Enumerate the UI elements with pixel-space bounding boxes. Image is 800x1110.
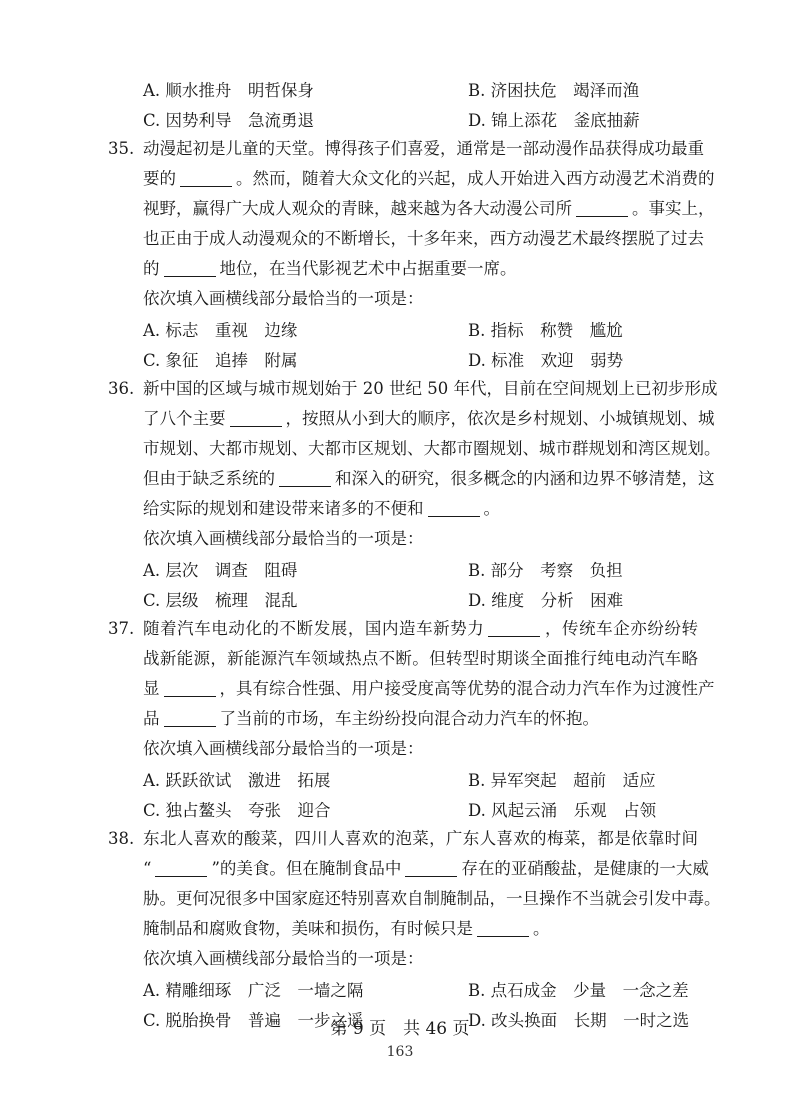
text-segment: 。事实上， bbox=[632, 199, 715, 218]
option-a[interactable]: A. 精雕细琢 广泛 一墙之隔 bbox=[143, 981, 364, 1000]
answer-blank bbox=[164, 680, 216, 697]
question-instruction: 依次填入画横线部分最恰当的一项是： bbox=[143, 949, 424, 968]
question-instruction: 依次填入画横线部分最恰当的一项是： bbox=[143, 739, 424, 758]
q34-option-c[interactable]: C. 因势利导 急流勇退 bbox=[143, 111, 315, 130]
question-text-line bbox=[108, 374, 718, 404]
text-segment: ，传统车企亦纷纷转 bbox=[544, 619, 699, 638]
questions-container bbox=[108, 134, 721, 1034]
options-row bbox=[143, 314, 698, 344]
question-text bbox=[143, 614, 698, 644]
option-d[interactable]: D. 标准 欢迎 弱势 bbox=[468, 351, 624, 370]
text-segment: 也正由于成人动漫观众的不断增长，十多年来，西方动漫艺术最终摆脱了过去 bbox=[143, 229, 704, 248]
q34-option-b[interactable]: B. 济困扶危 竭泽而渔 bbox=[468, 81, 640, 100]
question-text-line bbox=[143, 464, 715, 494]
question-text-line bbox=[143, 224, 704, 254]
text-segment: ，按照从小到大的顺序，依次是乡村规划、小城镇规划、城 bbox=[285, 409, 715, 428]
q34-options-row-2 bbox=[143, 104, 698, 134]
question-35 bbox=[108, 134, 715, 374]
option-b[interactable]: B. 部分 考察 负担 bbox=[468, 561, 623, 580]
question-text-line bbox=[108, 614, 698, 644]
question-38 bbox=[108, 824, 721, 1034]
text-segment: 。然而，随着大众文化的兴起，成人开始进入西方动漫艺术消费的 bbox=[236, 169, 715, 188]
text-segment: 东北人喜欢的酸菜，四川人喜欢的泡菜，广东人喜欢的梅菜，都是依靠时间 bbox=[143, 829, 698, 848]
text-segment: 存在的亚硝酸盐，是健康的一大威 bbox=[461, 859, 709, 878]
question-list bbox=[108, 74, 721, 1034]
answer-blank bbox=[180, 170, 232, 187]
text-segment: 地位，在当代影视艺术中占据重要一席。 bbox=[219, 259, 517, 278]
question-number: 36. bbox=[108, 379, 135, 398]
text-segment: 腌制品和腐败食物，美味和损伤，有时候只是 bbox=[143, 919, 473, 938]
option-c[interactable]: C. 独占鳌头 夸张 迎合 bbox=[143, 801, 331, 820]
text-segment: ，具有综合性强、用户接受度高等优势的混合动力汽车作为过渡性产 bbox=[219, 679, 715, 698]
text-segment: ”的美食。但在腌制食品中 bbox=[211, 859, 402, 878]
question-text-line bbox=[143, 644, 698, 674]
options-row bbox=[143, 974, 698, 1004]
q34-option-a[interactable]: A. 顺水推舟 明哲保身 bbox=[143, 81, 314, 100]
question-text-line bbox=[143, 434, 721, 464]
text-segment: 市规划、大都市规划、大都市区规划、大都市圈规划、城市群规划和湾区规划。 bbox=[143, 439, 721, 458]
option-b[interactable]: B. 点石成金 少量 一念之差 bbox=[468, 981, 689, 1000]
text-segment: 动漫起初是儿童的天堂。博得孩子们喜爱，通常是一部动漫作品获得成功最重 bbox=[143, 139, 704, 158]
question-text bbox=[143, 824, 698, 854]
option-a[interactable]: A. 标志 重视 边缘 bbox=[143, 321, 298, 340]
option-a[interactable]: A. 层次 调查 阻碍 bbox=[143, 561, 298, 580]
text-segment: 战新能源，新能源汽车领域热点不断。但转型时期谈全面推行纯电动汽车略 bbox=[143, 649, 698, 668]
answer-blank bbox=[164, 710, 216, 727]
question-text bbox=[143, 134, 704, 164]
answer-blank bbox=[576, 200, 628, 217]
question-number: 35. bbox=[108, 139, 135, 158]
text-segment: “ bbox=[143, 859, 152, 878]
question-text-line bbox=[143, 194, 715, 224]
question-text-line bbox=[143, 704, 698, 734]
text-segment: 但由于缺乏系统的 bbox=[143, 469, 275, 488]
text-segment: 了八个主要 bbox=[143, 409, 226, 428]
page-count-label: 第 9 页 共 46 页 bbox=[330, 1019, 470, 1039]
option-a[interactable]: A. 跃跃欲试 激进 拓展 bbox=[143, 771, 331, 790]
question-number: 37. bbox=[108, 619, 135, 638]
text-segment: 和深入的研究，很多概念的内涵和边界不够清楚，这 bbox=[335, 469, 715, 488]
question-text-line bbox=[143, 854, 709, 884]
answer-blank bbox=[405, 860, 457, 877]
options-row bbox=[143, 554, 698, 584]
option-c[interactable]: C. 脱胎换骨 普遍 一步之遥 bbox=[143, 1011, 364, 1030]
text-segment: 给实际的规划和建设带来诸多的不便和 bbox=[143, 499, 424, 518]
text-segment: 胁。更何况很多中国家庭还特别喜欢自制腌制品，一旦操作不当就会引发中毒。 bbox=[143, 889, 721, 908]
question-instruction: 依次填入画横线部分最恰当的一项是： bbox=[143, 289, 424, 308]
answer-blank bbox=[279, 470, 331, 487]
question-37 bbox=[108, 614, 715, 824]
question-instruction: 依次填入画横线部分最恰当的一项是： bbox=[143, 529, 424, 548]
answer-blank bbox=[488, 620, 540, 637]
text-segment: 新中国的区域与城市规划始于 20 世纪 50 年代，目前在空间规划上已初步形成 bbox=[143, 379, 718, 398]
question-text-line bbox=[143, 674, 715, 704]
answer-blank bbox=[477, 920, 529, 937]
q34-option-d[interactable]: D. 锦上添花 釜底抽薪 bbox=[468, 111, 640, 130]
question-text-line bbox=[143, 254, 698, 284]
option-b[interactable]: B. 指标 称赞 尴尬 bbox=[468, 321, 623, 340]
question-text-line bbox=[108, 134, 704, 164]
option-c[interactable]: C. 象征 追捧 附属 bbox=[143, 351, 298, 370]
question-text-line bbox=[143, 404, 715, 434]
text-segment: 品 bbox=[143, 709, 160, 728]
text-segment: 。 bbox=[533, 919, 550, 938]
option-d[interactable]: D. 风起云涌 乐观 占领 bbox=[468, 801, 657, 820]
option-d[interactable]: D. 维度 分析 困难 bbox=[468, 591, 624, 610]
text-segment: 显 bbox=[143, 679, 160, 698]
options-row bbox=[143, 584, 698, 614]
question-number: 38. bbox=[108, 829, 135, 848]
text-segment: 。 bbox=[483, 499, 500, 518]
question-text bbox=[143, 374, 717, 404]
options-row bbox=[143, 344, 698, 374]
question-text-line bbox=[143, 884, 721, 914]
question-text-line bbox=[143, 164, 715, 194]
option-b[interactable]: B. 异军突起 超前 适应 bbox=[468, 771, 656, 790]
question-text-line bbox=[143, 914, 698, 944]
options-row bbox=[143, 794, 698, 824]
answer-blank bbox=[428, 500, 480, 517]
page-number: 163 bbox=[386, 1044, 414, 1060]
question-text-line bbox=[143, 494, 698, 524]
text-segment: 的 bbox=[143, 259, 160, 278]
q34-options-row-1 bbox=[143, 74, 698, 104]
answer-blank bbox=[230, 410, 282, 427]
answer-blank bbox=[155, 860, 207, 877]
answer-blank bbox=[164, 260, 216, 277]
option-d[interactable]: D. 改头换面 长期 一时之选 bbox=[468, 1011, 690, 1030]
text-segment: 随着汽车电动化的不断发展，国内造车新势力 bbox=[143, 619, 485, 638]
question-text-line bbox=[108, 824, 698, 854]
text-segment: 视野，赢得广大成人观众的青睐，越来越为各大动漫公司所 bbox=[143, 199, 572, 218]
text-segment: 要的 bbox=[143, 169, 176, 188]
options-row bbox=[143, 764, 698, 794]
option-c[interactable]: C. 层级 梳理 混乱 bbox=[143, 591, 298, 610]
question-36 bbox=[108, 374, 721, 614]
text-segment: 了当前的市场，车主纷纷投向混合动力汽车的怀抱。 bbox=[219, 709, 599, 728]
